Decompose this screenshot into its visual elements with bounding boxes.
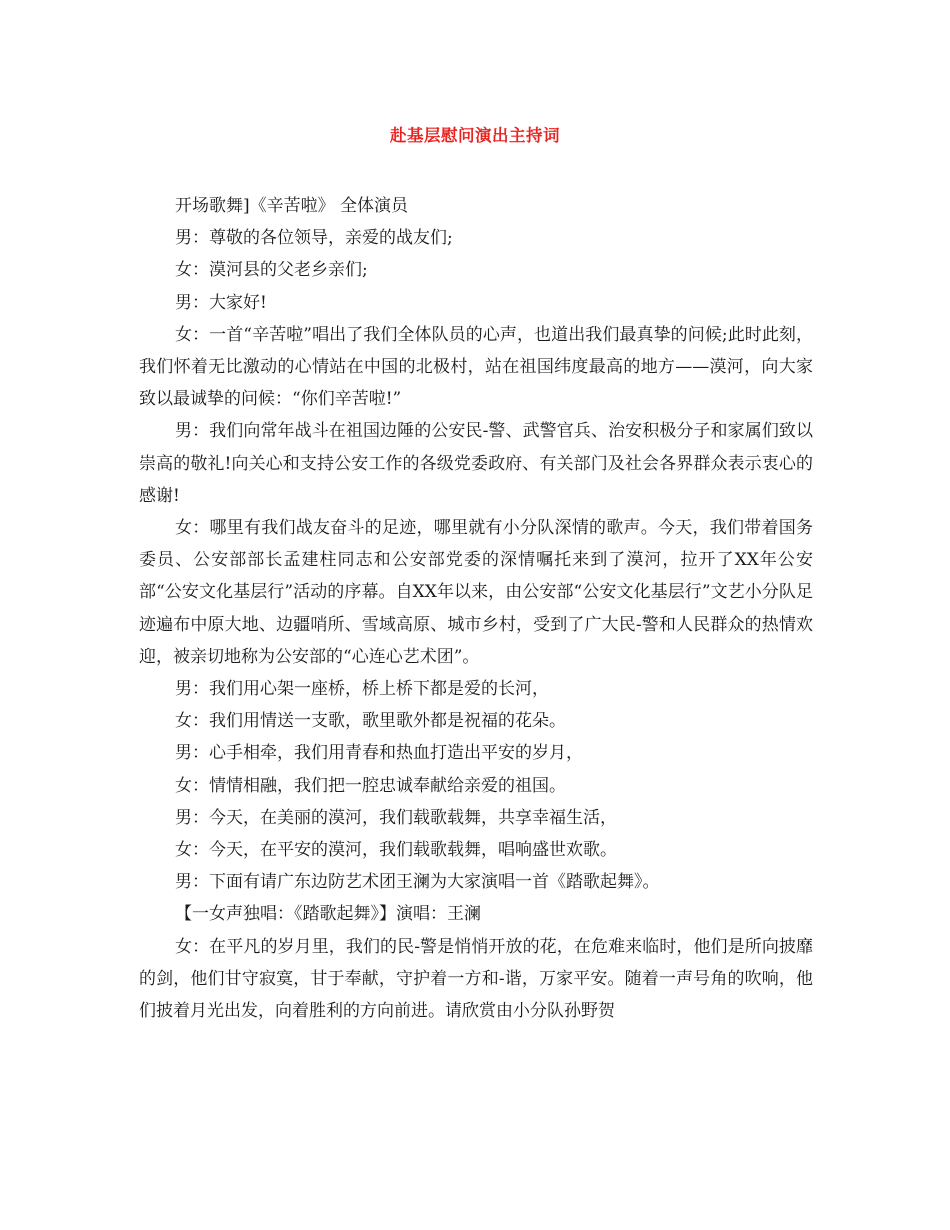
paragraph-female-today: 女：今天，在平安的漠河，我们载歌载舞，唱响盛世欢歌。: [175, 840, 617, 861]
document-title: 赴基层慰问演出主持词: [390, 126, 560, 145]
paragraph-female-intro: 女：一首“辛苦啦”唱出了我们全体队员的心声，也道出我们最真挚的问候;此时此刻，我们怀着无比激动的心情站在中国的北极村，站在祖国纬度最高的地方——漠河，向大家致以最诚挚的问候：“你们辛苦啦!”: [139, 324, 813, 410]
paragraph-female-tribute: 女：在平凡的岁月里，我们的民-警是悄悄开放的花，在危难来临时，他们是所向披靡的剑，他们甘守寂寞，甘于奉献，守护着一方和-谐，万家平安。随着一声号角的吹响，他们披着月光出发，向着胜利的方向前进。请欣赏由小分队孙野贺: [139, 936, 813, 1022]
paragraph-female-background: 女：哪里有我们战友奋斗的足迹，哪里就有小分队深情的歌声。今天，我们带着国务委员、公安部部长孟建柱同志和公安部党委的深情嘱托来到了漠河，拉开了XX年公安部“公安文化基层行”活动的序幕。自XX年以来，由公安部“公安文化基层行”文艺小分队足迹遍布中原大地、边疆哨所、雪域高原、城市乡村，受到了广大民-警和人民群众的热情欢迎，被亲切地称为公安部的“心连心艺术团”。: [139, 518, 813, 667]
paragraph-male-today: 男：今天，在美丽的漠河，我们载歌载舞，共享幸福生活，: [175, 807, 617, 828]
paragraph-male-greeting: 男：尊敬的各位领导，亲爱的战友们;: [175, 228, 453, 249]
paragraph-female-song: 女：我们用情送一支歌，歌里歌外都是祝福的花朵。: [175, 711, 566, 732]
paragraph-male-invite: 男：下面有请广东边防艺术团王澜为大家演唱一首《踏歌起舞》。: [175, 872, 660, 893]
paragraph-male-hello: 男：大家好!: [175, 292, 267, 313]
paragraph-male-salute: 男：我们向常年战斗在祖国边陲的公安民-警、武警官兵、治安积极分子和家属们致以崇高的敬礼!向关心和支持公安工作的各级党委政府、有关部门及社会各界群众表示衷心的感谢!: [139, 421, 813, 506]
paragraph-male-bridge: 男：我们用心架一座桥，桥上桥下都是爱的长河，: [175, 679, 549, 700]
paragraph-female-greeting: 女：漠河县的父老乡亲们;: [175, 260, 368, 281]
paragraph-male-hands: 男：心手相牵，我们用青春和热血打造出平安的岁月，: [175, 743, 583, 764]
paragraph-opening-song: 开场歌舞]《辛苦啦》 全体演员: [175, 196, 409, 216]
document-body: [139, 190, 813, 1027]
paragraph-solo-performance: 【一女声独唱：《踏歌起舞》】演唱：王澜: [175, 904, 481, 925]
paragraph-female-loyalty: 女：情情相融，我们把一腔忠诚奉献给亲爱的祖国。: [175, 775, 566, 796]
